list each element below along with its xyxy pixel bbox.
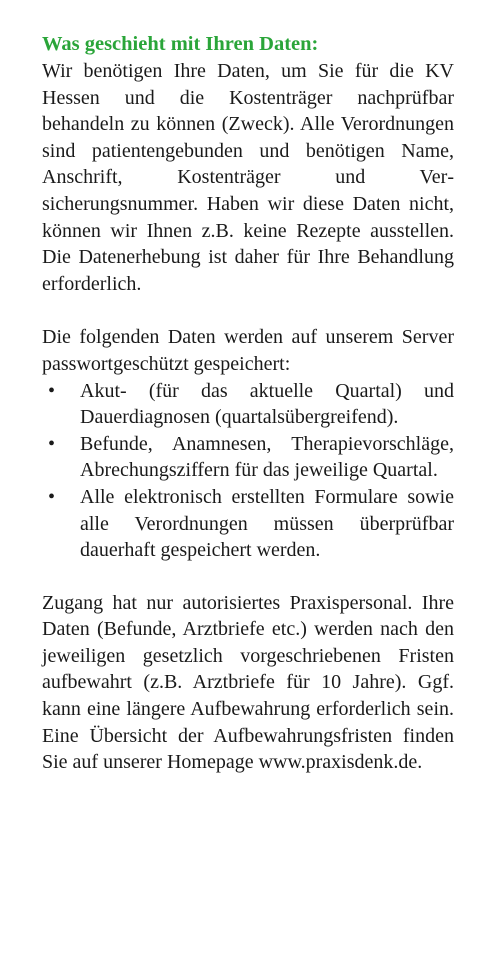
list-item	[42, 431, 454, 484]
spacer	[42, 297, 454, 324]
document-body	[42, 30, 454, 776]
list-item	[42, 484, 454, 564]
list-item-text: Alle elektronisch erstellten Formulare sowie alle Verordnungen müssen überprüfbar dauerhaft gespeichert werden.	[80, 485, 454, 562]
paragraph-stored-data-intro: Die folgenden Daten werden auf unserem Server passwortgeschützt gespeichert:	[42, 326, 454, 375]
paragraph-purpose: Wir benötigen Ihre Daten, um Sie für die KV Hessen und die Kostenträger nachprüfbar behandeln zu können (Zweck). Alle Verordnungen sind patientengebunden und benötigen Name, Anschrift, Kostenträger und Versicherungsnummer. Haben wir diese Daten nicht, können wir Ihnen z.B. keine Rezepte ausstellen. Die Datenerhebung ist daher für Ihre Behandlung erforderlich.	[42, 60, 454, 295]
list-item-text: Befunde, Anamnesen, Therapievorschläge, Abrechungsziffern für das jeweilige Quartal.	[80, 432, 454, 482]
bullet-icon: •	[48, 379, 56, 402]
spacer	[42, 564, 454, 590]
paragraph-access: Zugang hat nur autorisiertes Praxispersonal. Ihre Daten (Befunde, Arztbriefe etc.) werden nach den jeweiligen gesetzlich vorgeschriebenen Fristen aufbewahrt (z.B. Arztbriefe für 10 Jahre). Ggf. kann eine längere Aufbewahrung erforderlich sein. Eine Übersicht der Aufbewahrungsfristen finden Sie auf unserer Homepage www.praxisdenk.de.	[42, 591, 454, 774]
bullet-icon: •	[48, 485, 56, 508]
list-item-text: Akut- (für das aktuelle Quartal) und Dauerdiagnosen (quartalsübergreifend).	[80, 379, 454, 429]
bullet-icon: •	[48, 432, 56, 455]
section-heading: Was geschieht mit Ihren Daten:	[42, 33, 319, 55]
stored-data-list	[42, 378, 454, 564]
list-item	[42, 378, 454, 431]
